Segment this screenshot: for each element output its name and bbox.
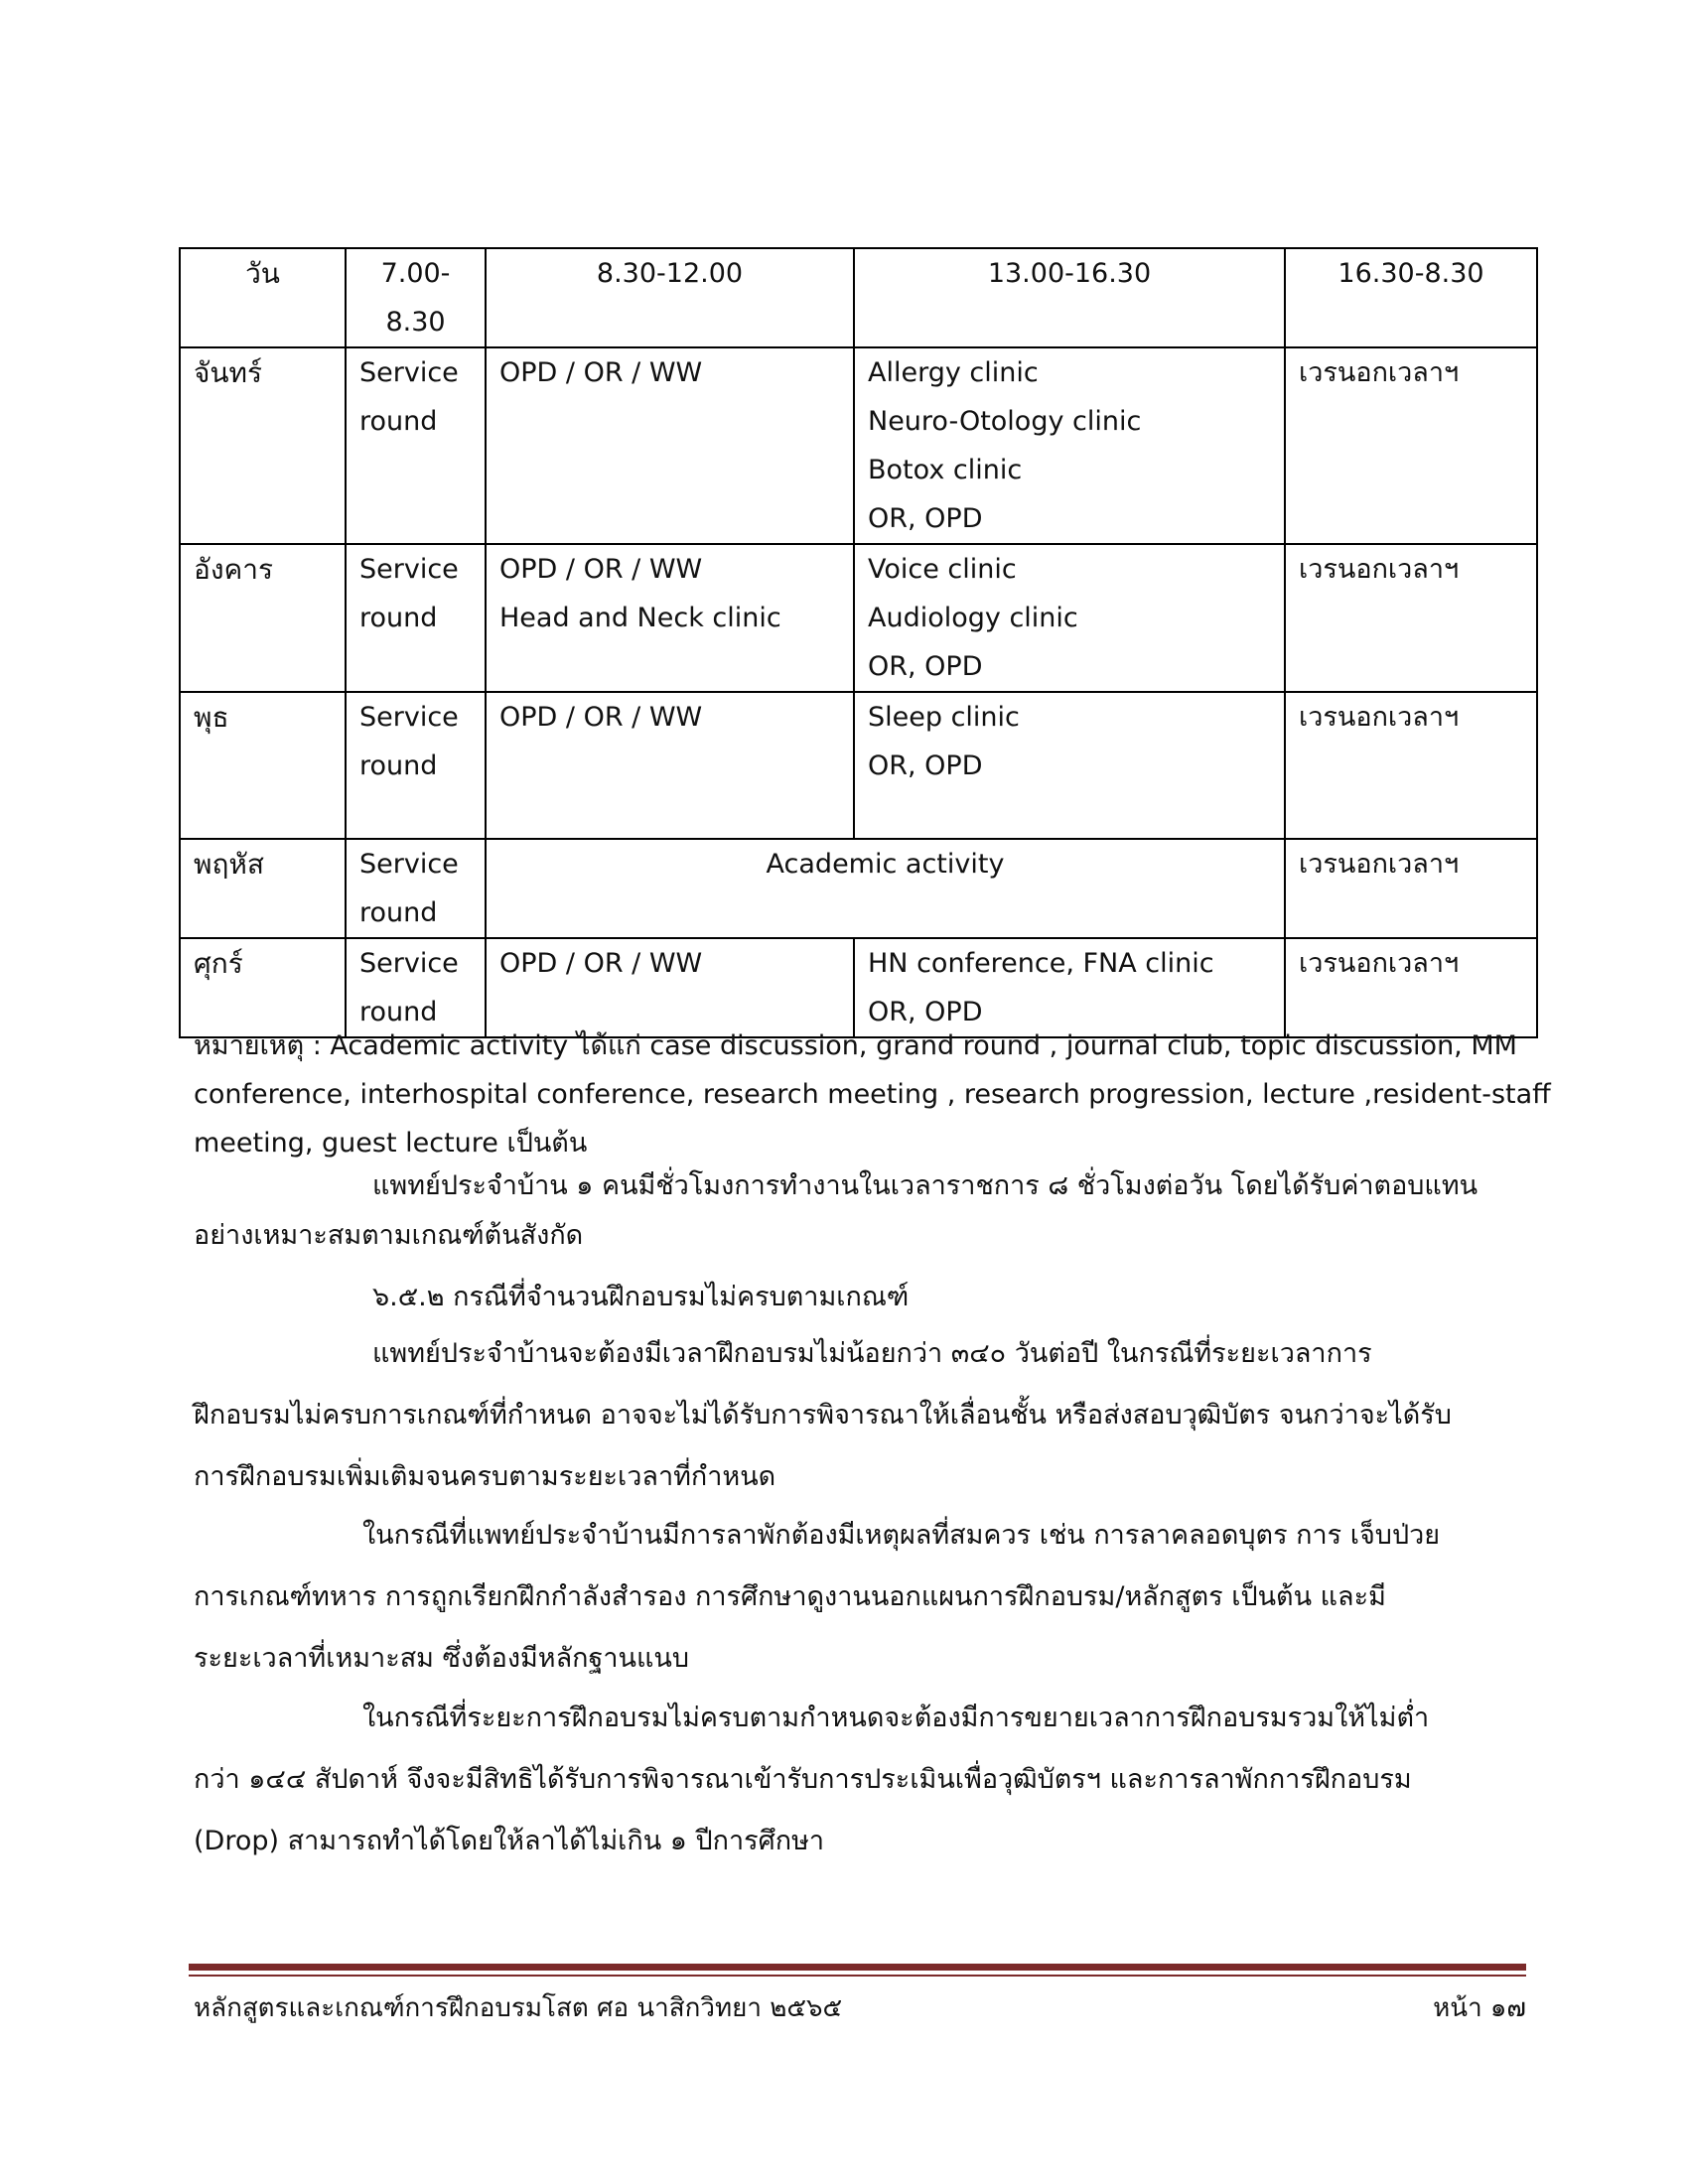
paragraph-working-hours (194, 1161, 1524, 1261)
cell-line: OR, OPD (868, 997, 983, 1027)
cell-line: OR, OPD (868, 651, 983, 682)
note-line: conference, interhospital conference, research meeting , research progression, lecture ,resident-staff (194, 1079, 1551, 1110)
paragraph-line: ฝึกอบรมไม่ครบการเกณฑ์ที่กำหนด อาจจะไม่ได้รับการพิจารณาให้เลื่อนชั้น หรือส่งสอบวุฒิบัตร จนกว่าจะได้รับ (194, 1400, 1452, 1431)
cell-line: OPD / OR / WW (499, 948, 703, 979)
paragraph-leave (194, 1505, 1524, 1690)
header-early (346, 248, 486, 347)
paragraph-extension (194, 1688, 1524, 1872)
paragraph-line: แพทย์ประจำบ้านจะต้องมีเวลาฝึกอบรมไม่น้อยกว่า ๓๔๐ วันต่อปี ในกรณีที่ระยะเวลาการ (372, 1338, 1372, 1369)
header-day: วัน (180, 248, 346, 347)
cell-line: round (359, 997, 438, 1027)
note-line: หมายเหตุ : Academic activity ได้แก่ case discussion, grand round , journal club, topic discussion, MM (194, 1030, 1517, 1061)
cell-line: Botox clinic (868, 455, 1023, 485)
header-early-line: 8.30 (385, 307, 446, 338)
paragraph-line: การเกณฑ์ทหาร การถูกเรียกฝึกกำลังสำรอง การศึกษาดูงานนอกแผนการฝึกอบรม/หลักสูตร เป็นต้น และมี (194, 1581, 1386, 1612)
page-number: หน้า ๑๗ (1433, 1993, 1526, 2023)
paragraph-line: ในกรณีที่ระยะการฝึกอบรมไม่ครบตามกำหนดจะต้องมีการขยายเวลาการฝึกอบรมรวมให้ไม่ต่ำ (362, 1703, 1430, 1733)
paragraph-line: แพทย์ประจำบ้าน ๑ คนมีชั่วโมงการทำงานในเวลาราชการ ๘ ชั่วโมงต่อวัน โดยได้รับค่าตอบแทน (372, 1170, 1478, 1201)
table-row (180, 839, 1537, 938)
row-afternoon (854, 544, 1285, 692)
row-early (346, 347, 486, 544)
paragraph-line: การฝึกอบรมเพิ่มเติมจนครบตามระยะเวลาที่กำหนด (194, 1461, 776, 1492)
row-day: พุธ (180, 692, 346, 839)
paragraph-training-days (194, 1323, 1524, 1508)
cell-line: Service (359, 357, 459, 388)
cell-line: Voice clinic (868, 554, 1017, 585)
cell-line: Service (359, 554, 459, 585)
paragraph-line: (Drop) สามารถทำได้โดยให้ลาได้ไม่เกิน ๑ ปีการศึกษา (194, 1826, 825, 1856)
section-heading (194, 1267, 1524, 1328)
note-line: meeting, guest lecture เป็นต้น (194, 1128, 588, 1159)
cell-line: Head and Neck clinic (499, 603, 781, 633)
cell-line: Service (359, 849, 459, 880)
row-night: เวรนอกเวลาฯ (1285, 347, 1537, 544)
row-morning (486, 347, 854, 544)
row-early (346, 839, 486, 938)
table-header-row (180, 248, 1537, 347)
footer-rule (189, 1964, 1526, 1971)
footer-rule-thin (189, 1975, 1526, 1977)
cell-line: HN conference, FNA clinic (868, 948, 1214, 979)
header-afternoon: 13.00-16.30 (854, 248, 1285, 347)
cell-line: OR, OPD (868, 503, 983, 534)
footer-title: หลักสูตรและเกณฑ์การฝึกอบรมโสต ศอ นาสิกวิทยา ๒๕๖๕ (194, 1993, 843, 2023)
row-morning (486, 544, 854, 692)
row-morning (486, 692, 854, 839)
row-night: เวรนอกเวลาฯ (1285, 692, 1537, 839)
header-night: 16.30-8.30 (1285, 248, 1537, 347)
paragraph-line: ระยะเวลาที่เหมาะสม ซึ่งต้องมีหลักฐานแนบ (194, 1643, 690, 1674)
cell-line: OPD / OR / WW (499, 357, 703, 388)
schedule-table (179, 247, 1538, 1038)
paragraph-line: กว่า ๑๔๔ สัปดาห์ จึงจะมีสิทธิได้รับการพิจารณาเข้ารับการประเมินเพื่อวุฒิบัตรฯ และการลาพักการฝึกอบรม (194, 1764, 1412, 1795)
row-night: เวรนอกเวลาฯ (1285, 938, 1537, 1037)
paragraph-line: ในกรณีที่แพทย์ประจำบ้านมีการลาพักต้องมีเหตุผลที่สมควร เช่น การลาคลอดบุตร การ เจ็บป่วย (362, 1520, 1441, 1551)
row-early (346, 692, 486, 839)
cell-line: Service (359, 702, 459, 733)
cell-line: Allergy clinic (868, 357, 1039, 388)
cell-line: Sleep clinic (868, 702, 1020, 733)
cell-line: round (359, 751, 438, 781)
header-early-line: 7.00- (380, 258, 451, 289)
cell-line: Service (359, 948, 459, 979)
cell-line: OPD / OR / WW (499, 554, 703, 585)
row-day: จันทร์ (180, 347, 346, 544)
table-note (194, 1022, 1551, 1167)
row-night: เวรนอกเวลาฯ (1285, 839, 1537, 938)
cell-line: OPD / OR / WW (499, 702, 703, 733)
cell-line: round (359, 603, 438, 633)
cell-line: round (359, 897, 438, 928)
header-morning: 8.30-12.00 (486, 248, 854, 347)
row-night: เวรนอกเวลาฯ (1285, 544, 1537, 692)
row-day: พฤหัส (180, 839, 346, 938)
table-row (180, 347, 1537, 544)
table-row (180, 544, 1537, 692)
cell-line: Neuro-Otology clinic (868, 406, 1142, 437)
cell-line: round (359, 406, 438, 437)
table-row (180, 692, 1537, 839)
row-afternoon (854, 347, 1285, 544)
row-afternoon (854, 692, 1285, 839)
cell-line: OR, OPD (868, 751, 983, 781)
cell-line: Audiology clinic (868, 603, 1078, 633)
row-early (346, 544, 486, 692)
row-day: ศุกร์ (180, 938, 346, 1037)
row-academic-activity: Academic activity (486, 839, 1285, 938)
row-day: อังคาร (180, 544, 346, 692)
paragraph-line: อย่างเหมาะสมตามเกณฑ์ต้นสังกัด (194, 1220, 584, 1251)
heading-text: ๖.๕.๒ กรณีที่จำนวนฝึกอบรมไม่ครบตามเกณฑ์ (372, 1282, 910, 1312)
